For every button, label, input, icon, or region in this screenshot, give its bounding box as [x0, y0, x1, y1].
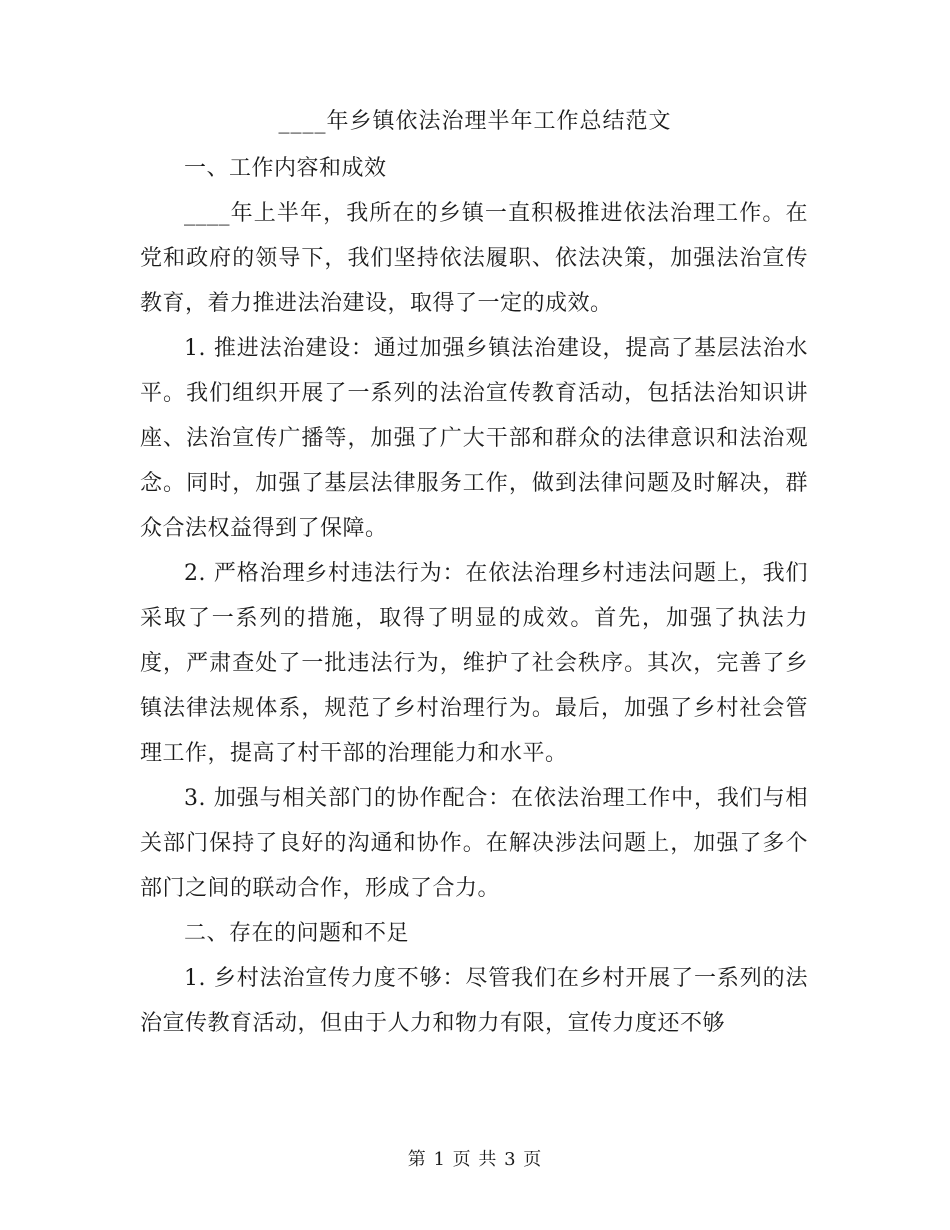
item-paragraph-2: 2. 严格治理乡村违法行为：在依法治理乡村违法问题上，我们采取了一系列的措施，取得了明显的成效。首先，加强了执法力度，严肃查处了一批违法行为，维护了社会秩序。其次，完善了乡镇法律法规体系，规范了乡村治理行为。最后，加强了乡村社会管理工作，提高了村干部的治理能力和水平。 [140, 561, 808, 766]
document-body [140, 146, 808, 1046]
section-heading-achievements: 一、工作内容和成效 [184, 156, 387, 181]
intro-paragraph: ____年上半年，我所在的乡镇一直积极推进依法治理工作。在党和政府的领导下，我们坚持依法履职、依法决策，加强法治宣传教育，着力推进法治建设，取得了一定的成效。 [140, 201, 808, 316]
item-paragraph-1: 1. 推进法治建设：通过加强乡镇法治建设，提高了基层法治水平。我们组织开展了一系列的法治宣传教育活动，包括法治知识讲座、法治宣传广播等，加强了广大干部和群众的法律意识和法治观念。同时，加强了基层法律服务工作，做到法律问题及时解决，群众合法权益得到了保障。 [140, 336, 808, 541]
problem-paragraph-1: 1. 乡村法治宣传力度不够：尽管我们在乡村开展了一系列的法治宣传教育活动，但由于人力和物力有限，宣传力度还不够 [140, 966, 808, 1036]
document-title: ____年乡镇依法治理半年工作总结范文 [278, 109, 672, 134]
item-paragraph-3: 3. 加强与相关部门的协作配合：在依法治理工作中，我们与相关部门保持了良好的沟通和协作。在解决涉法问题上，加强了多个部门之间的联动合作，形成了合力。 [140, 786, 808, 901]
page-number-footer: 第 1 页 共 3 页 [407, 1149, 543, 1170]
section-heading-problems: 二、存在的问题和不足 [184, 921, 410, 946]
